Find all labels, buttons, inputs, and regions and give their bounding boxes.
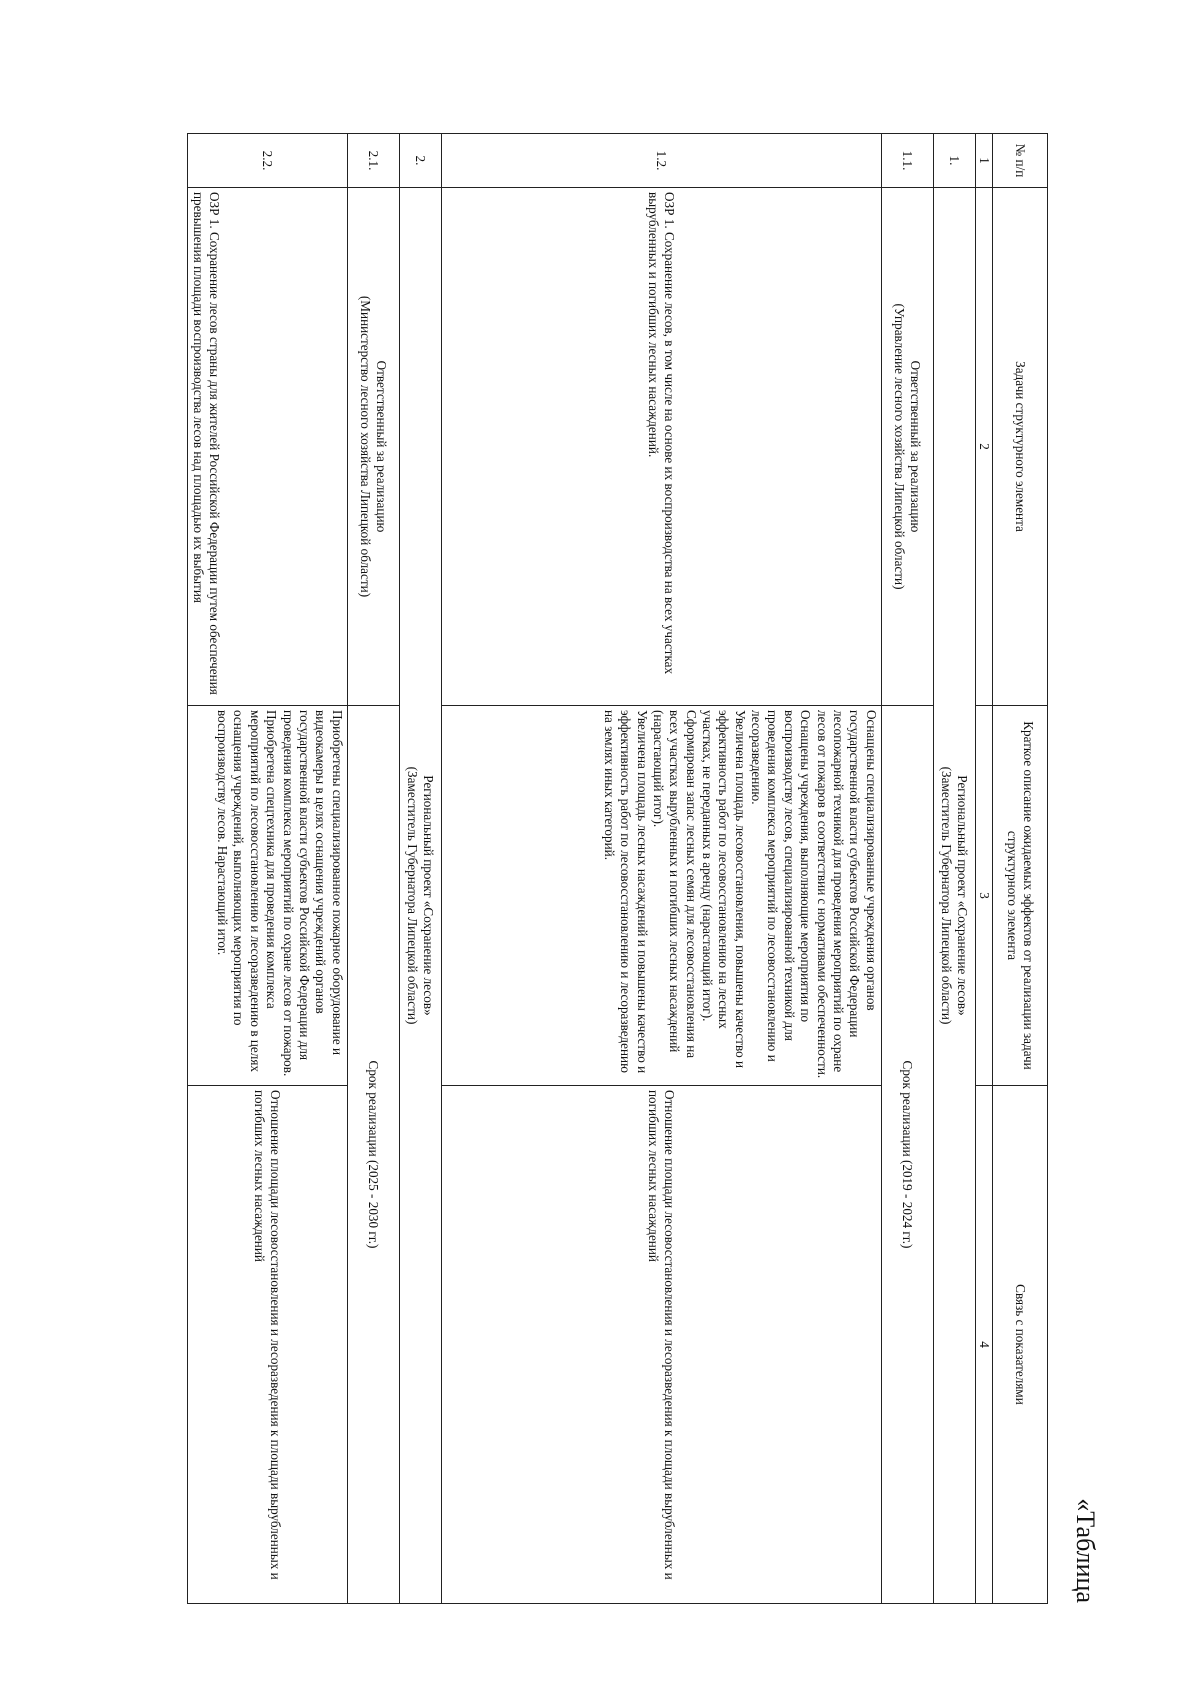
responsible-title: Ответственный за реализацию <box>374 360 390 533</box>
row-number: 2.2. <box>187 134 347 188</box>
responsible-cell <box>347 188 399 706</box>
header-row <box>993 134 1048 1604</box>
effects-cell <box>187 706 347 1086</box>
table-row <box>933 134 975 1604</box>
table-row <box>187 134 347 1604</box>
effect-item: Приобретена спецтехника для проведения комплекса мероприятий по лесовосстановлению и лесоразведению в целях оснащения учреждений, выполняющих мероприятия по воспроизводству лесов. Нарастающий итог. <box>215 710 280 1072</box>
responsible-cell <box>881 188 933 706</box>
row-number: 2.1. <box>347 134 399 188</box>
term-cell: Срок реализации (2019 - 2024 гг.) <box>881 706 933 1604</box>
row-number: 1. <box>933 134 975 188</box>
task-cell: ОЗР 1. Сохранение лесов страны для жителей Российской Федерации путем обеспечения превышения площади воспроизводства лесов над площадью их выбытия <box>187 188 347 706</box>
index-cell: 4 <box>975 1086 992 1604</box>
effect-item: Оснащены учреждения, выполняющие мероприятия по воспроизводству лесов, специализированной техникой для проведения комплекса мероприятий по лесовосстановлению и лесоразведению. <box>749 710 814 1062</box>
link-cell: Отношение площади лесовосстановления и лесоразведения к площади вырубленных и погибших лесных насаждений <box>187 1086 347 1604</box>
project-curator: (Заместитель Губернатора Липецкой области) <box>939 766 955 1025</box>
effect-item: Приобретены специализированное пожарное оборудование и видеокамеры в целях оснащения учреждений органов государственной власти субъектов Российской Федерации для проведения комплекса мероприятий по охране лесов от пожаров. <box>280 710 345 1077</box>
project-cell <box>399 188 441 1604</box>
row-number: 2. <box>399 134 441 188</box>
header-num: № п/п <box>993 134 1048 188</box>
effect-item: Увеличена площадь лесовосстановления, повышены качество и эффективность работ по лесовосстановлению на лесных участках, не переданных в аренду (нарастающий итог). <box>700 710 748 1069</box>
project-title: Региональный проект «Сохранение лесов» <box>421 775 437 1016</box>
effect-item: Оснащены специализированные учреждения органов государственной власти субъектов Российской Федерации лесопожарной техникой для проведения мероприятий по охране лесов от пожаров в соответствии с нормативами обеспеченности. <box>814 710 879 1079</box>
index-cell: 3 <box>975 706 992 1086</box>
header-tasks: Задачи структурного элемента <box>993 188 1048 706</box>
responsible-title: Ответственный за реализацию <box>908 360 924 533</box>
rotated-page <box>148 133 1100 1603</box>
responsible-body: (Министерство лесного хозяйства Липецкой области) <box>358 295 374 598</box>
effect-item: Увеличена площадь лесных насаждений и повышены качество и эффективность работ по лесовосстановлению и лесоразведению на землях иных категорий. <box>601 710 650 1074</box>
term-cell: Срок реализации (2025 - 2030 гг.) <box>347 706 399 1604</box>
link-cell: Отношение площади лесовосстановления и лесоразведения к площади вырубленных и погибших лесных насаждений <box>441 1086 881 1604</box>
project-cell <box>933 188 975 1604</box>
index-cell: 2 <box>975 188 992 706</box>
header-links: Связь с показателями <box>993 1086 1048 1604</box>
project-curator: (Заместитель Губернатора Липецкой области) <box>405 766 421 1025</box>
task-cell: ОЗР 1. Сохранение лесов, в том числе на основе их воспроизводства на всех участках вырубленных и погибших лесных насаждений. <box>441 188 881 706</box>
measures-table <box>187 133 1048 1604</box>
table-row <box>881 134 933 1604</box>
table-row <box>347 134 399 1604</box>
table-row <box>399 134 441 1604</box>
effects-cell <box>441 706 881 1086</box>
index-row <box>975 134 992 1604</box>
responsible-body: (Управление лесного хозяйства Липецкой области) <box>892 303 908 590</box>
effect-item: Сформирован запас лесных семян для лесовосстановления на всех участках вырубленных и погибших лесных насаждений (нарастающий итог). <box>650 710 699 1059</box>
project-title: Региональный проект «Сохранение лесов» <box>955 775 971 1016</box>
row-number: 1.2. <box>441 134 881 188</box>
row-number: 1.1. <box>881 134 933 188</box>
table-caption: «Таблица <box>1071 1498 1100 1603</box>
index-cell: 1 <box>975 134 992 188</box>
table-row <box>441 134 881 1604</box>
header-effects: Краткое описание ожидаемых эффектов от реализации задачи структурного элемента <box>993 706 1048 1086</box>
